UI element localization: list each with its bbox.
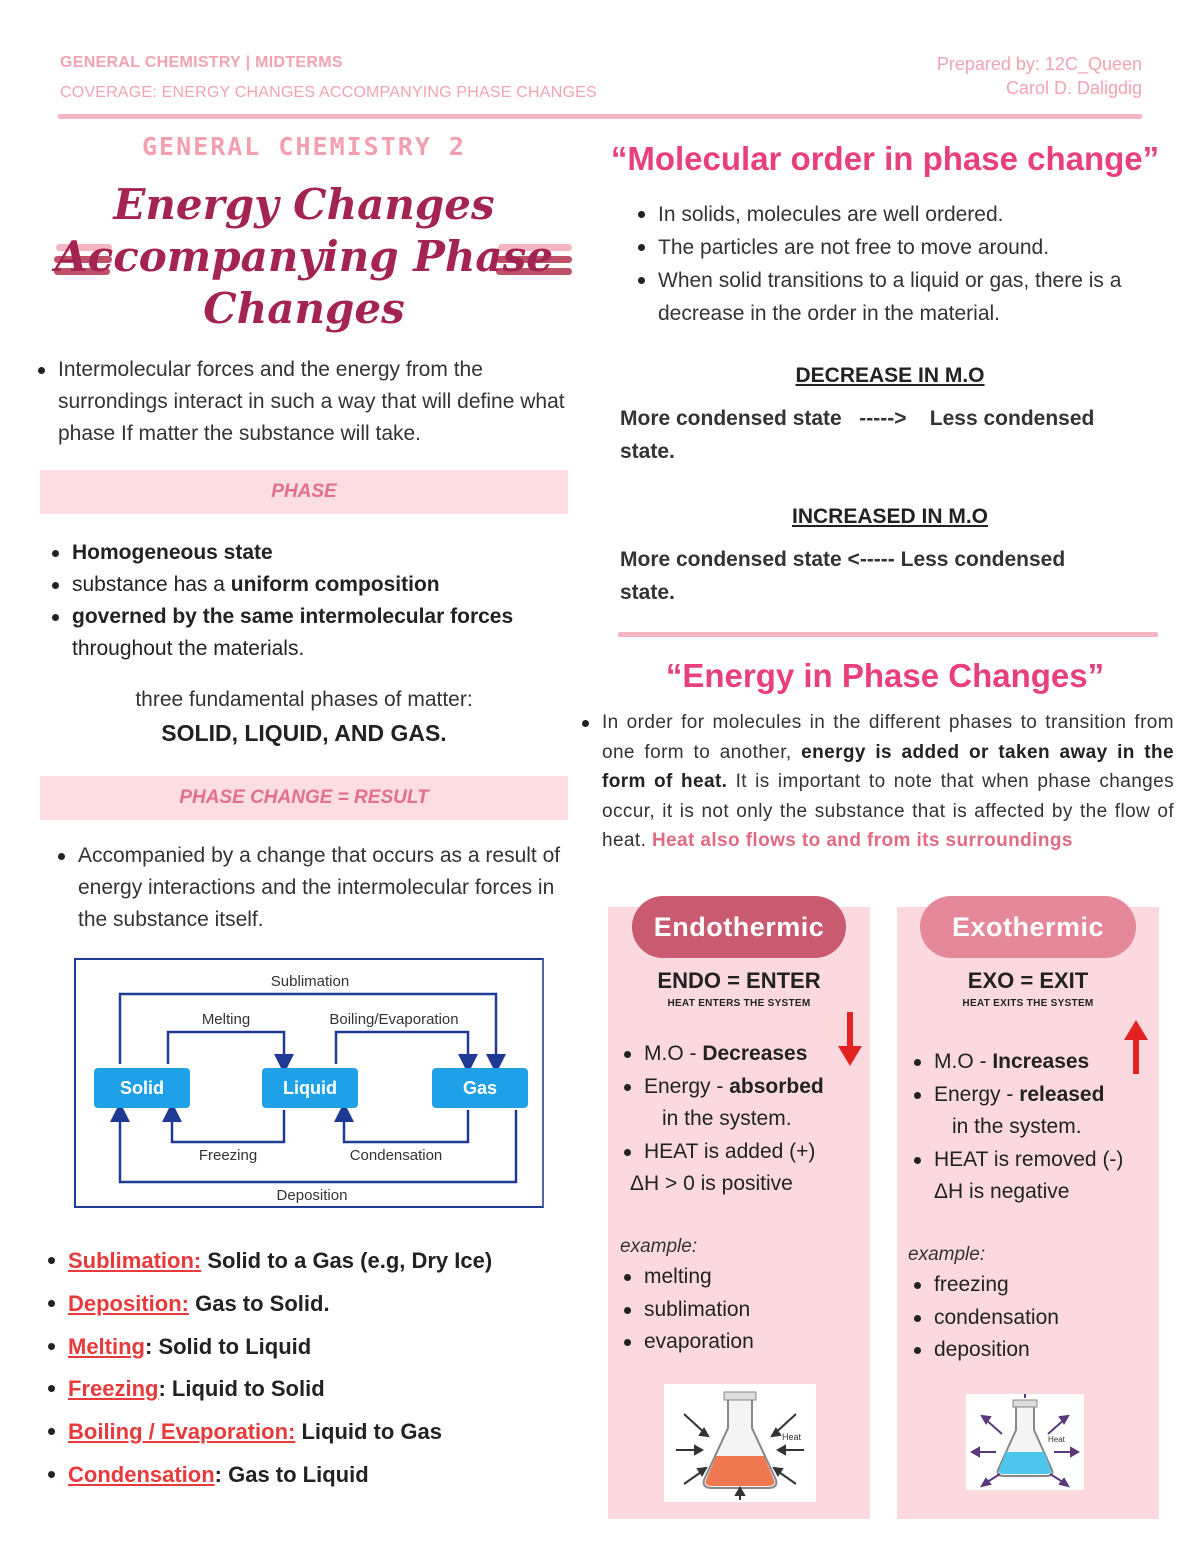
exo-examples bbox=[912, 1269, 1156, 1367]
molecular-order-list bbox=[636, 198, 1176, 330]
liquid-label: Liquid bbox=[283, 1078, 337, 1098]
flask-heat-label: Heat bbox=[782, 1432, 802, 1442]
sublimation-arrow bbox=[120, 994, 496, 1064]
endo-equation: ENDO = ENTER bbox=[657, 968, 821, 993]
list-item: HEAT is removed (-) ΔH is negative bbox=[912, 1144, 1156, 1209]
header-divider bbox=[58, 114, 1142, 119]
deposition-label: Deposition bbox=[276, 1187, 348, 1204]
definition-item: Condensation: Gas to Liquid bbox=[46, 1454, 576, 1497]
condensation-arrow bbox=[344, 1110, 468, 1142]
increase-text: More condensed state <----- Less condensed bbox=[620, 548, 1066, 571]
page-title-line1: Energy Changes bbox=[113, 180, 495, 229]
exothermic-label: Exothermic bbox=[920, 896, 1136, 958]
list-item: freezing bbox=[912, 1269, 1156, 1302]
page-title-line3: Changes bbox=[203, 284, 405, 333]
decrease-text: More condensed state -----> Less condensed bbox=[620, 407, 1095, 430]
intro-text: Intermolecular forces and the energy from the surrondings interact in such a way that will define what phase If matter the substance will take. bbox=[36, 354, 576, 450]
definition-item: Freezing: Liquid to Solid bbox=[46, 1368, 576, 1411]
flask-heat-label: Heat bbox=[1048, 1435, 1065, 1444]
sublimation-label: Sublimation bbox=[270, 973, 350, 990]
list-item: evaporation bbox=[622, 1326, 862, 1359]
list-item: Homogeneous state bbox=[50, 537, 580, 569]
fundamental-phases: SOLID, LIQUID, AND GAS. bbox=[161, 720, 447, 746]
page-title-line2: Accompanying Phase bbox=[55, 232, 553, 281]
section-divider bbox=[618, 632, 1158, 637]
list-item: M.O - Increases bbox=[912, 1046, 1156, 1079]
diagram-svg bbox=[76, 960, 542, 1206]
phase-change-band: PHASE CHANGE = RESULT bbox=[40, 776, 568, 820]
list-item: condensation bbox=[912, 1302, 1156, 1335]
list-item: M.O - Decreases bbox=[622, 1038, 862, 1071]
endo-properties bbox=[622, 1038, 862, 1201]
solid-label: Solid bbox=[120, 1078, 164, 1098]
list-item: substance has a uniform composition bbox=[50, 569, 580, 601]
flask-icon bbox=[664, 1384, 816, 1502]
exothermic-flask-image bbox=[966, 1394, 1084, 1490]
melting-arrow bbox=[168, 1032, 284, 1064]
energy-list bbox=[580, 708, 1174, 856]
boiling-label: Boiling/Evaporation bbox=[329, 1011, 459, 1028]
list-item: The particles are not free to move around. bbox=[636, 231, 1176, 264]
decrease-text-end: state. bbox=[620, 440, 675, 463]
definitions-list bbox=[46, 1240, 576, 1497]
exo-example-label: example: bbox=[908, 1244, 986, 1265]
endo-examples bbox=[622, 1261, 862, 1359]
list-item: In solids, molecules are well ordered. bbox=[636, 198, 1176, 231]
list-item: Energy - absorbed in the system. bbox=[622, 1071, 862, 1136]
phase-band: PHASE bbox=[40, 470, 568, 514]
definition-item: Melting: Solid to Liquid bbox=[46, 1326, 576, 1369]
increase-text-end: state. bbox=[620, 581, 675, 604]
author-name: Carol D. Daligdig bbox=[1005, 78, 1142, 98]
intro-list bbox=[36, 354, 576, 450]
list-item: HEAT is added (+) ΔH > 0 is positive bbox=[622, 1136, 862, 1201]
deposition-arrow bbox=[120, 1110, 516, 1182]
boiling-arrow bbox=[336, 1032, 468, 1064]
course-title: GENERAL CHEMISTRY | MIDTERMS bbox=[60, 54, 343, 71]
endothermic-label: Endothermic bbox=[632, 896, 846, 958]
phase-change-text: Accompanied by a change that occurs as a result of energy interactions and the intermolecular forces in the substance itself. bbox=[56, 840, 566, 936]
definition-item: Boiling / Evaporation: Liquid to Gas bbox=[46, 1411, 576, 1454]
freezing-label: Freezing bbox=[198, 1147, 258, 1164]
endo-subtext: HEAT ENTERS THE SYSTEM bbox=[667, 998, 811, 1009]
exo-equation: EXO = EXIT bbox=[967, 968, 1089, 993]
list-item: When solid transitions to a liquid or gas, there is a decrease in the order in the material. bbox=[636, 264, 1176, 330]
phase-list bbox=[50, 537, 580, 665]
definition-item: Sublimation: Solid to a Gas (e.g, Dry Ice) bbox=[46, 1240, 576, 1283]
fundamental-intro: three fundamental phases of matter: bbox=[135, 688, 473, 711]
energy-text: In order for molecules in the different phases to transition from one form to another, energy is added or taken away in the form of heat. It is important to note that when phase changes occur, it is not only the substance that is affected by the flow of heat. Heat also flows to and from its surroundings bbox=[580, 708, 1174, 856]
phase-change-list bbox=[56, 840, 566, 936]
definition-item: Deposition: Gas to Solid. bbox=[46, 1283, 576, 1326]
list-item: deposition bbox=[912, 1334, 1156, 1367]
condensation-label: Condensation bbox=[349, 1147, 443, 1164]
endo-example-label: example: bbox=[620, 1236, 698, 1257]
phase-change-diagram bbox=[74, 958, 544, 1208]
list-item: Energy - released in the system. bbox=[912, 1079, 1156, 1144]
exo-subtext: HEAT EXITS THE SYSTEM bbox=[962, 998, 1094, 1009]
coverage-line: COVERAGE: ENERGY CHANGES ACCOMPANYING PHASE CHANGES bbox=[60, 84, 597, 101]
endothermic-flask-image bbox=[664, 1384, 816, 1502]
list-item: governed by the same intermolecular forces throughout the materials. bbox=[50, 601, 580, 665]
gas-label: Gas bbox=[462, 1078, 498, 1098]
energy-title: “Energy in Phase Changes” bbox=[665, 657, 1105, 694]
melting-label: Melting bbox=[201, 1011, 251, 1028]
flask-icon bbox=[966, 1394, 1084, 1490]
subtitle: GENERAL CHEMISTRY 2 bbox=[142, 132, 466, 161]
exo-properties bbox=[912, 1046, 1156, 1209]
decrease-heading: DECREASE IN M.O bbox=[795, 364, 985, 387]
increase-heading: INCREASED IN M.O bbox=[791, 505, 988, 528]
molecular-order-title: “Molecular order in phase change” bbox=[610, 140, 1160, 177]
prepared-by: Prepared by: 12C_Queen bbox=[936, 54, 1142, 74]
list-item: melting bbox=[622, 1261, 862, 1294]
list-item: sublimation bbox=[622, 1294, 862, 1327]
freezing-arrow bbox=[172, 1110, 284, 1142]
